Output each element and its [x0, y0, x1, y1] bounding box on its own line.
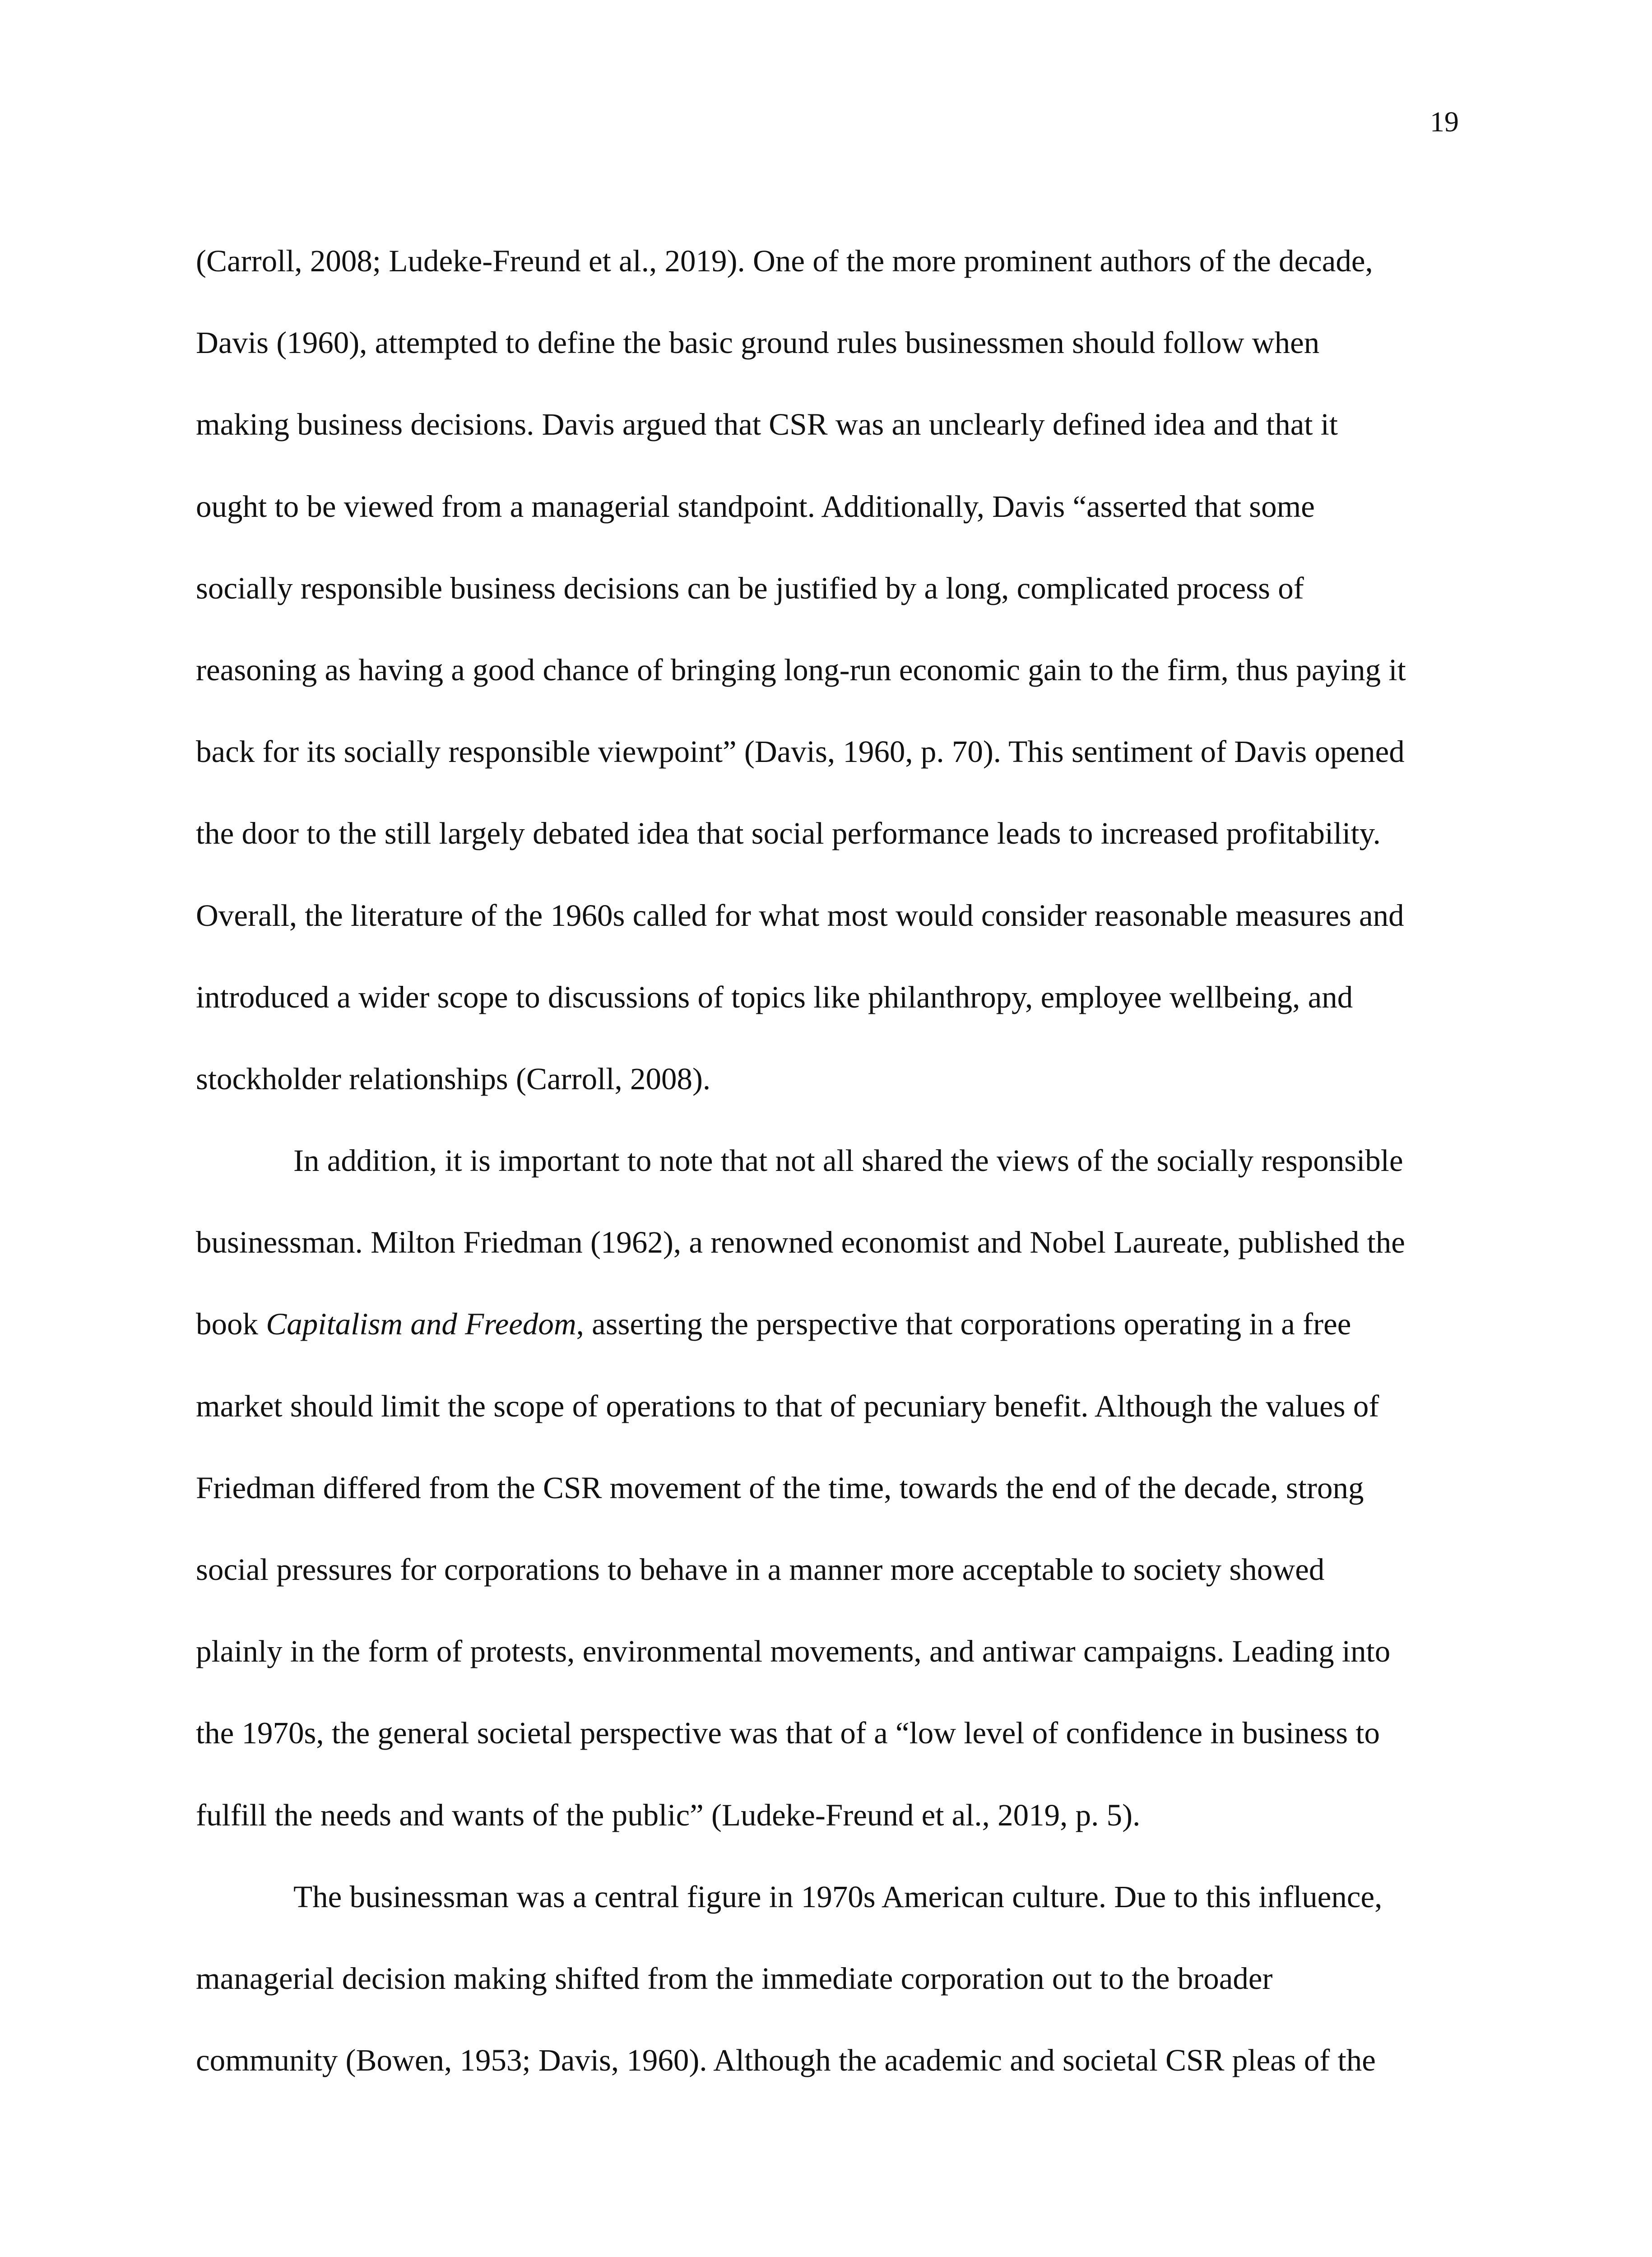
text-line: businessman. Milton Friedman (1962), a renowned economist and Nobel Laureate, published the: [196, 1225, 1405, 1260]
text-line: making business decisions. Davis argued that CSR was an unclearly defined idea and that it: [196, 407, 1338, 442]
text-line: ought to be viewed from a managerial standpoint. Additionally, Davis “asserted that some: [196, 489, 1315, 524]
book-title: Capitalism and Freedom: [266, 1307, 576, 1342]
text-line: the door to the still largely debated idea that social performance leads to increased profitability.: [196, 816, 1381, 851]
text-line: back for its socially responsible viewpoint” (Davis, 1960, p. 70). This sentiment of Davis opened: [196, 734, 1405, 769]
text-line: fulfill the needs and wants of the public” (Ludeke-Freund et al., 2019, p. 5).: [196, 1797, 1141, 1832]
text-line: community (Bowen, 1953; Davis, 1960). Although the academic and societal CSR pleas of the: [196, 2043, 1376, 2078]
text-line-with-italic-title: [196, 1283, 1460, 1365]
text-line: managerial decision making shifted from the immediate corporation out to the broader: [196, 1961, 1273, 1996]
line-text-after: , asserting the perspective that corporations operating in a free: [576, 1307, 1351, 1342]
text-line: introduced a wider scope to discussions of topics like philanthropy, employee wellbeing, and: [196, 980, 1353, 1014]
text-line: stockholder relationships (Carroll, 2008).: [196, 1061, 711, 1096]
body-text: [196, 220, 1460, 2101]
text-line: socially responsible business decisions can be justified by a long, complicated process of: [196, 571, 1304, 605]
text-line: Friedman differed from the CSR movement of the time, towards the end of the decade, strong: [196, 1470, 1364, 1505]
text-line: market should limit the scope of operations to that of pecuniary benefit. Although the values of: [196, 1389, 1379, 1423]
page-number: 19: [1430, 106, 1459, 138]
text-line: (Carroll, 2008; Ludeke-Freund et al., 2019). One of the more prominent authors of the decade,: [196, 244, 1373, 278]
text-line: reasoning as having a good chance of bringing long-run economic gain to the firm, thus paying it: [196, 652, 1406, 687]
text-line: the 1970s, the general societal perspective was that of a “low level of confidence in business to: [196, 1716, 1380, 1751]
paragraph-first-line: In addition, it is important to note that not all shared the views of the socially responsible: [293, 1143, 1403, 1178]
paragraph-first-line: The businessman was a central figure in 1970s American culture. Due to this influence,: [293, 1879, 1383, 1914]
text-line: Overall, the literature of the 1960s called for what most would consider reasonable measures and: [196, 898, 1404, 933]
text-line: Davis (1960), attempted to define the basic ground rules businessmen should follow when: [196, 325, 1320, 360]
line-text-before: book: [196, 1307, 266, 1342]
text-line: plainly in the form of protests, environmental movements, and antiwar campaigns. Leading into: [196, 1634, 1391, 1669]
text-line: social pressures for corporations to behave in a manner more acceptable to society showed: [196, 1552, 1325, 1587]
